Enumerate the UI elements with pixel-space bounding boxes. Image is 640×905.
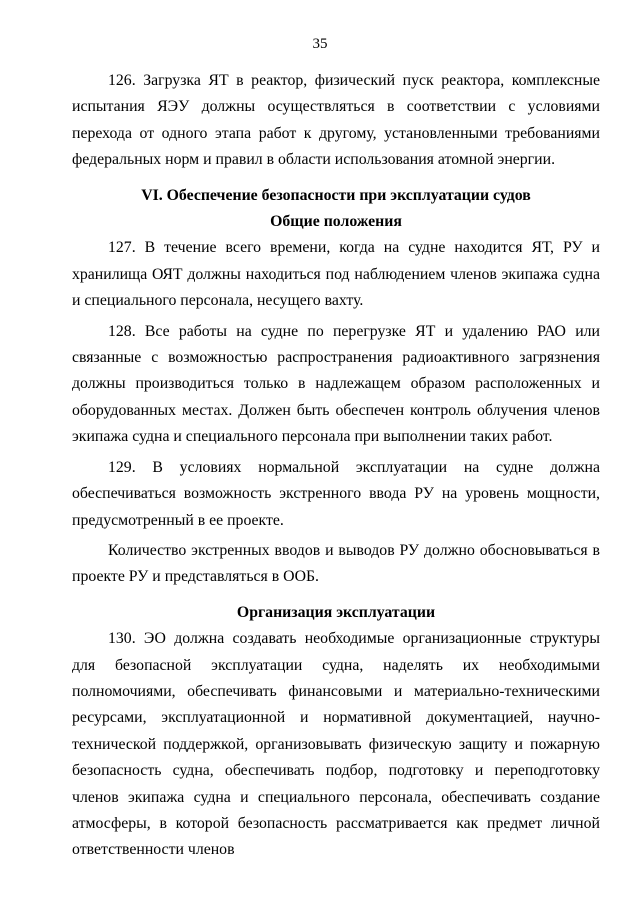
paragraph-129-continuation: Количество экстренных вводов и выводов РУ должно обосновываться в проекте РУ и представляться в ООБ. bbox=[72, 541, 600, 586]
paragraph-126: 126. Загрузка ЯТ в реактор, физический пуск реактора, комплексные испытания ЯЭУ должны осуществляться в соответствии с условиями перехода от одного этапа работ к другому, установленными требованиями федеральных норм и правил в области использования атомной энергии. bbox=[72, 72, 600, 169]
subsection-heading-organization: Организация эксплуатации bbox=[236, 603, 436, 621]
paragraph-128: 128. Все работы на судне по перегрузке ЯТ и удалению РАО или связанные с возможностью распространения радиоактивного загрязнения должны производиться только в надлежащем образом расположенных и оборудованных местах. Должен быть обеспечен контроль облучения членов экипажа судна и специального персонала при выполнении таких работ. bbox=[72, 322, 600, 446]
paragraph-129: 129. В условиях нормальной эксплуатации на судне должна обеспечиваться возможность экстренного ввода РУ на уровень мощности, предусмотренный в ее проекте. bbox=[72, 458, 600, 529]
paragraph-127: 127. В течение всего времени, когда на судне находится ЯТ, РУ и хранилища ОЯТ должны находиться под наблюдением членов экипажа судна и специального персонала, несущего вахту. bbox=[72, 239, 600, 310]
section-heading-vi: VI. Обеспечение безопасности при эксплуатации судов bbox=[141, 186, 531, 204]
subsection-heading-general: Общие положения bbox=[270, 213, 402, 231]
page-content bbox=[72, 68, 600, 864]
paragraph-130: 130. ЭО должна создавать необходимые организационные структуры для безопасной эксплуатации судна, наделять их необходимыми полномочиями, обеспечивать финансовыми и материально-техническими ресурсами, эксплуатационной и нормативной документацией, научно-технической поддержкой, организовывать физическую защиту и пожарную безопасность судна, обеспечивать подбор, подготовку и переподготовку членов экипажа судна и специального персонала, обеспечивать создание атмосферы, в которой безопасность рассматривается как предмет личной ответственности членов bbox=[72, 630, 600, 859]
page-number: 35 bbox=[312, 36, 328, 52]
